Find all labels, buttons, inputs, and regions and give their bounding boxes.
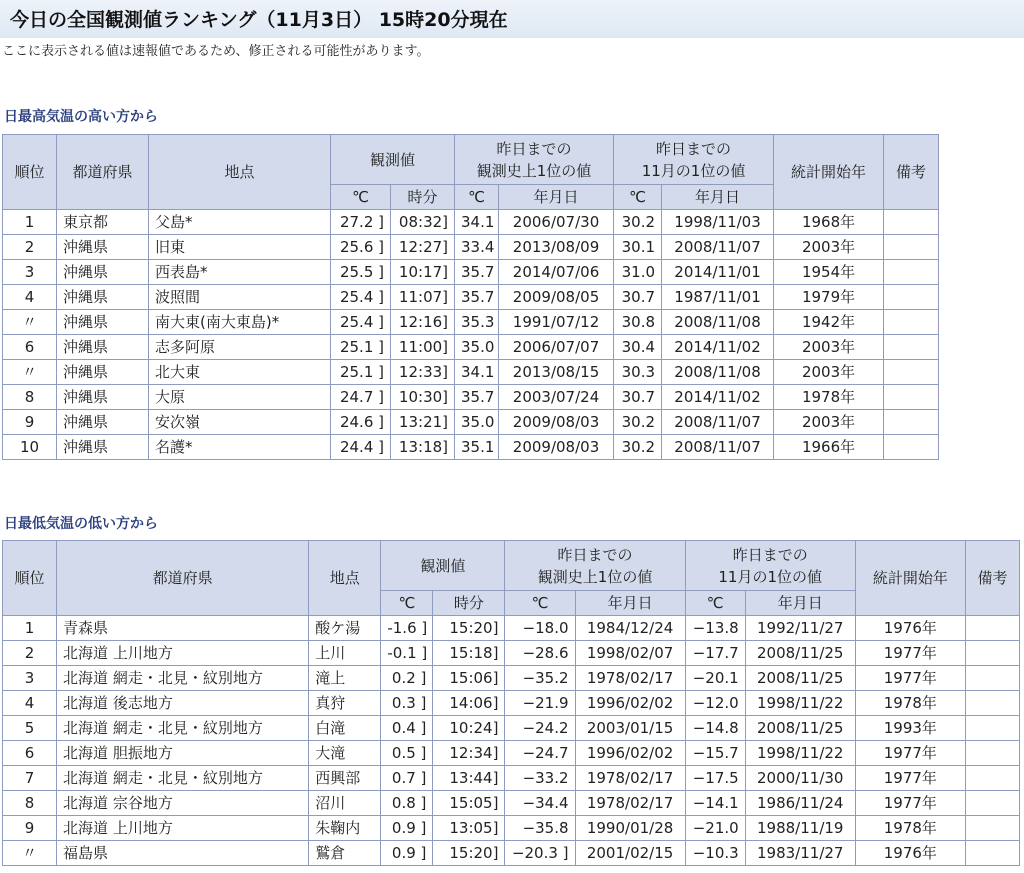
subheader-nov-date: 年月日	[745, 591, 855, 616]
cell-time: 10:24]	[433, 716, 505, 741]
cell-nov-value: −20.1	[685, 666, 745, 691]
cell-hist-date: 1984/12/24	[575, 616, 685, 641]
subheader-nov-temp: ℃	[685, 591, 745, 616]
cell-rank: 4	[3, 691, 57, 716]
cell-nov-value: 30.3	[614, 360, 662, 385]
cell-hist-date: 2006/07/30	[499, 210, 614, 235]
cell-start-year: 1968年	[774, 210, 884, 235]
cell-point: 西興部	[309, 766, 381, 791]
cell-start-year: 1978年	[855, 691, 965, 716]
cell-rank: 7	[3, 766, 57, 791]
cell-nov-value: 30.2	[614, 210, 662, 235]
header-hist-line1: 昨日までの	[496, 139, 572, 158]
header-nov-line1: 昨日までの	[656, 139, 732, 158]
table-row	[3, 841, 1020, 866]
cell-start-year: 1979年	[774, 285, 884, 310]
table-row	[3, 360, 939, 385]
cell-value: 24.4 ]	[331, 435, 391, 460]
cell-value: 27.2 ]	[331, 210, 391, 235]
cell-remarks	[884, 285, 939, 310]
table-row	[3, 691, 1020, 716]
cell-hist-date: 2003/01/15	[575, 716, 685, 741]
cell-hist-value: −24.2	[505, 716, 575, 741]
cell-rank: 5	[3, 716, 57, 741]
header-nov	[614, 135, 774, 185]
cell-rank: 〃	[3, 360, 57, 385]
cell-pref: 沖縄県	[57, 335, 149, 360]
cell-time: 15:06]	[433, 666, 505, 691]
table-row	[3, 791, 1020, 816]
cell-nov-date: 2014/11/02	[662, 385, 774, 410]
cell-hist-value: −34.4	[505, 791, 575, 816]
cell-remarks	[965, 691, 1019, 716]
cell-hist-value: −24.7	[505, 741, 575, 766]
cell-point: 父島*	[149, 210, 331, 235]
cell-rank: 9	[3, 410, 57, 435]
subheader-nov-temp: ℃	[614, 185, 662, 210]
cell-pref: 沖縄県	[57, 360, 149, 385]
cell-remarks	[884, 335, 939, 360]
cell-hist-value: 35.3	[455, 310, 499, 335]
cell-time: 11:00]	[391, 335, 455, 360]
cell-rank: 1	[3, 210, 57, 235]
cell-nov-date: 2014/11/01	[662, 260, 774, 285]
cell-nov-date: 1987/11/01	[662, 285, 774, 310]
cell-rank: 6	[3, 335, 57, 360]
cell-value: 25.4 ]	[331, 310, 391, 335]
cell-nov-date: 1983/11/27	[745, 841, 855, 866]
cell-rank: 3	[3, 666, 57, 691]
cell-hist-date: 2014/07/06	[499, 260, 614, 285]
header-pref: 都道府県	[57, 541, 309, 616]
cell-remarks	[965, 616, 1019, 641]
cell-nov-value: 30.1	[614, 235, 662, 260]
cell-rank: 2	[3, 641, 57, 666]
cell-hist-date: 1990/01/28	[575, 816, 685, 841]
cell-nov-date: 2008/11/25	[745, 666, 855, 691]
cell-time: 12:34]	[433, 741, 505, 766]
cell-rank: 8	[3, 791, 57, 816]
cell-time: 12:16]	[391, 310, 455, 335]
cell-hist-date: 1996/02/02	[575, 741, 685, 766]
header-point: 地点	[149, 135, 331, 210]
cell-remarks	[965, 641, 1019, 666]
cell-point: 朱鞠内	[309, 816, 381, 841]
cell-nov-value: −10.3	[685, 841, 745, 866]
cell-remarks	[965, 666, 1019, 691]
cell-pref: 沖縄県	[57, 310, 149, 335]
cell-remarks	[965, 766, 1019, 791]
cell-nov-date: 2008/11/07	[662, 435, 774, 460]
cell-point: 大滝	[309, 741, 381, 766]
cell-rank: 1	[3, 616, 57, 641]
cell-rank: 〃	[3, 310, 57, 335]
header-nov	[685, 541, 855, 591]
cell-start-year: 2003年	[774, 235, 884, 260]
header-start-year: 統計開始年	[855, 541, 965, 616]
cell-value: 0.2 ]	[381, 666, 433, 691]
header-nov-line1: 昨日までの	[732, 545, 808, 564]
cell-time: 15:18]	[433, 641, 505, 666]
cell-time: 12:33]	[391, 360, 455, 385]
cell-time: 10:17]	[391, 260, 455, 285]
cell-value: 24.7 ]	[331, 385, 391, 410]
cell-remarks	[884, 360, 939, 385]
table-row	[3, 210, 939, 235]
cell-nov-date: 2008/11/07	[662, 410, 774, 435]
cell-hist-date: 1978/02/17	[575, 766, 685, 791]
cell-pref: 福島県	[57, 841, 309, 866]
cell-hist-date: 2009/08/03	[499, 410, 614, 435]
table-row	[3, 385, 939, 410]
cell-nov-date: 1986/11/24	[745, 791, 855, 816]
cell-pref: 沖縄県	[57, 285, 149, 310]
cell-rank: 9	[3, 816, 57, 841]
cell-hist-value: 35.7	[455, 385, 499, 410]
cell-remarks	[965, 816, 1019, 841]
cell-hist-date: 1978/02/17	[575, 666, 685, 691]
cell-point: 上川	[309, 641, 381, 666]
cell-start-year: 1977年	[855, 666, 965, 691]
cell-nov-value: −13.8	[685, 616, 745, 641]
cell-remarks	[884, 235, 939, 260]
cell-time: 13:05]	[433, 816, 505, 841]
table-row	[3, 410, 939, 435]
cell-value: 24.6 ]	[331, 410, 391, 435]
table-row	[3, 235, 939, 260]
cell-pref: 沖縄県	[57, 260, 149, 285]
cell-hist-value: −33.2	[505, 766, 575, 791]
cell-rank: 3	[3, 260, 57, 285]
subheader-hist-date: 年月日	[499, 185, 614, 210]
cell-pref: 北海道 網走・北見・紋別地方	[57, 766, 309, 791]
cell-pref: 北海道 網走・北見・紋別地方	[57, 666, 309, 691]
header-nov-line2: 11月の1位の値	[641, 161, 746, 180]
cell-nov-date: 2008/11/07	[662, 235, 774, 260]
cell-start-year: 1977年	[855, 766, 965, 791]
cell-hist-value: 34.1	[455, 360, 499, 385]
header-hist-line2: 観測史上1位の値	[537, 567, 653, 586]
cell-remarks	[965, 841, 1019, 866]
cell-nov-value: −21.0	[685, 816, 745, 841]
cell-start-year: 1966年	[774, 435, 884, 460]
cell-hist-value: −21.9	[505, 691, 575, 716]
header-obs: 観測値	[381, 541, 505, 591]
cell-value: 0.9 ]	[381, 816, 433, 841]
subheader-hist-temp: ℃	[505, 591, 575, 616]
cell-nov-date: 2000/11/30	[745, 766, 855, 791]
cell-nov-value: −14.8	[685, 716, 745, 741]
cell-nov-date: 2014/11/02	[662, 335, 774, 360]
cell-rank: 2	[3, 235, 57, 260]
cell-hist-value: −28.6	[505, 641, 575, 666]
cell-hist-date: 2003/07/24	[499, 385, 614, 410]
subheader-hist-temp: ℃	[455, 185, 499, 210]
cell-nov-date: 2008/11/25	[745, 716, 855, 741]
cell-point: 南大東(南大東島)*	[149, 310, 331, 335]
cell-hist-value: 35.7	[455, 260, 499, 285]
header-hist	[505, 541, 685, 591]
cell-point: 鷲倉	[309, 841, 381, 866]
cell-value: -1.6 ]	[381, 616, 433, 641]
cell-point: 志多阿原	[149, 335, 331, 360]
cell-pref: 北海道 胆振地方	[57, 741, 309, 766]
subheader-temp: ℃	[331, 185, 391, 210]
subheader-nov-date: 年月日	[662, 185, 774, 210]
cell-pref: 北海道 上川地方	[57, 641, 309, 666]
table-row	[3, 260, 939, 285]
cell-rank: 〃	[3, 841, 57, 866]
cell-nov-value: 31.0	[614, 260, 662, 285]
cell-pref: 東京都	[57, 210, 149, 235]
cell-pref: 北海道 宗谷地方	[57, 791, 309, 816]
subheader-time: 時分	[391, 185, 455, 210]
cell-remarks	[965, 716, 1019, 741]
subheader-hist-date: 年月日	[575, 591, 685, 616]
cell-time: 11:07]	[391, 285, 455, 310]
cell-nov-date: 2008/11/08	[662, 310, 774, 335]
table-row	[3, 641, 1020, 666]
cell-start-year: 1976年	[855, 616, 965, 641]
cell-time: 15:20]	[433, 616, 505, 641]
header-start-year: 統計開始年	[774, 135, 884, 210]
cell-rank: 4	[3, 285, 57, 310]
cell-nov-value: 30.2	[614, 435, 662, 460]
cell-value: 25.1 ]	[331, 360, 391, 385]
header-point: 地点	[309, 541, 381, 616]
cell-hist-value: −18.0	[505, 616, 575, 641]
cell-start-year: 1993年	[855, 716, 965, 741]
cell-remarks	[965, 741, 1019, 766]
cell-remarks	[884, 210, 939, 235]
cell-pref: 北海道 上川地方	[57, 816, 309, 841]
header-rank: 順位	[3, 135, 57, 210]
cell-hist-date: 1991/07/12	[499, 310, 614, 335]
cell-value: 0.4 ]	[381, 716, 433, 741]
cell-hist-date: 2001/02/15	[575, 841, 685, 866]
cell-nov-value: −12.0	[685, 691, 745, 716]
subheader-time: 時分	[433, 591, 505, 616]
table-row	[3, 716, 1020, 741]
page-note: ここに表示される値は速報値であるため、修正される可能性があります。	[2, 44, 430, 59]
cell-time: 12:27]	[391, 235, 455, 260]
cell-point: 酸ケ湯	[309, 616, 381, 641]
cell-nov-date: 1998/11/22	[745, 691, 855, 716]
cell-nov-value: −17.5	[685, 766, 745, 791]
cell-pref: 沖縄県	[57, 235, 149, 260]
header-hist	[455, 135, 614, 185]
table-row	[3, 816, 1020, 841]
cell-pref: 沖縄県	[57, 410, 149, 435]
cell-start-year: 1954年	[774, 260, 884, 285]
cell-rank: 6	[3, 741, 57, 766]
cell-hist-value: 35.0	[455, 335, 499, 360]
cell-point: 大原	[149, 385, 331, 410]
subheader-temp: ℃	[381, 591, 433, 616]
cell-nov-value: 30.4	[614, 335, 662, 360]
high-section-title: 日最高気温の高い方から	[4, 109, 158, 125]
cell-start-year: 1977年	[855, 741, 965, 766]
cell-value: 0.3 ]	[381, 691, 433, 716]
cell-remarks	[884, 310, 939, 335]
cell-time: 10:30]	[391, 385, 455, 410]
cell-hist-value: −35.2	[505, 666, 575, 691]
cell-hist-value: −35.8	[505, 816, 575, 841]
cell-remarks	[884, 410, 939, 435]
cell-pref: 青森県	[57, 616, 309, 641]
cell-hist-value: 35.0	[455, 410, 499, 435]
cell-start-year: 1942年	[774, 310, 884, 335]
cell-hist-value: 34.1	[455, 210, 499, 235]
header-obs: 観測値	[331, 135, 455, 185]
cell-point: 安次嶺	[149, 410, 331, 435]
cell-nov-date: 2008/11/08	[662, 360, 774, 385]
cell-nov-date: 1998/11/03	[662, 210, 774, 235]
header-pref: 都道府県	[57, 135, 149, 210]
cell-pref: 北海道 後志地方	[57, 691, 309, 716]
cell-pref: 北海道 網走・北見・紋別地方	[57, 716, 309, 741]
cell-start-year: 1976年	[855, 841, 965, 866]
cell-hist-date: 1978/02/17	[575, 791, 685, 816]
cell-point: 西表島*	[149, 260, 331, 285]
cell-start-year: 1978年	[774, 385, 884, 410]
cell-nov-date: 1998/11/22	[745, 741, 855, 766]
table-row	[3, 741, 1020, 766]
high-table	[2, 134, 939, 460]
cell-value: 25.6 ]	[331, 235, 391, 260]
cell-remarks	[884, 260, 939, 285]
cell-value: 25.5 ]	[331, 260, 391, 285]
cell-start-year: 1977年	[855, 641, 965, 666]
cell-start-year: 1978年	[855, 816, 965, 841]
cell-remarks	[884, 385, 939, 410]
cell-hist-value: 35.1	[455, 435, 499, 460]
cell-value: 0.8 ]	[381, 791, 433, 816]
page-title: 今日の全国観測値ランキング（11月3日） 15時20分現在	[10, 9, 508, 31]
table-row	[3, 616, 1020, 641]
cell-value: 0.9 ]	[381, 841, 433, 866]
cell-value: -0.1 ]	[381, 641, 433, 666]
cell-time: 08:32]	[391, 210, 455, 235]
cell-hist-value: 33.4	[455, 235, 499, 260]
cell-hist-value: −20.3 ]	[505, 841, 575, 866]
cell-nov-date: 1988/11/19	[745, 816, 855, 841]
cell-time: 13:18]	[391, 435, 455, 460]
table-row	[3, 435, 939, 460]
cell-pref: 沖縄県	[57, 385, 149, 410]
cell-point: 北大東	[149, 360, 331, 385]
cell-start-year: 2003年	[774, 410, 884, 435]
low-table	[2, 540, 1020, 866]
cell-time: 13:21]	[391, 410, 455, 435]
cell-point: 波照間	[149, 285, 331, 310]
cell-point: 真狩	[309, 691, 381, 716]
cell-point: 名護*	[149, 435, 331, 460]
cell-nov-value: −15.7	[685, 741, 745, 766]
cell-nov-date: 2008/11/25	[745, 641, 855, 666]
table-row	[3, 766, 1020, 791]
cell-remarks	[965, 791, 1019, 816]
cell-point: 沼川	[309, 791, 381, 816]
cell-hist-date: 1996/02/02	[575, 691, 685, 716]
table-row	[3, 285, 939, 310]
cell-nov-value: 30.8	[614, 310, 662, 335]
cell-hist-date: 1998/02/07	[575, 641, 685, 666]
cell-nov-value: 30.7	[614, 285, 662, 310]
cell-remarks	[884, 435, 939, 460]
cell-time: 13:44]	[433, 766, 505, 791]
cell-point: 白滝	[309, 716, 381, 741]
cell-hist-date: 2013/08/15	[499, 360, 614, 385]
cell-hist-value: 35.7	[455, 285, 499, 310]
table-row	[3, 310, 939, 335]
header-hist-line2: 観測史上1位の値	[476, 161, 592, 180]
cell-value: 0.5 ]	[381, 741, 433, 766]
cell-point: 旧東	[149, 235, 331, 260]
cell-start-year: 2003年	[774, 360, 884, 385]
cell-nov-value: 30.7	[614, 385, 662, 410]
cell-value: 25.4 ]	[331, 285, 391, 310]
cell-hist-date: 2006/07/07	[499, 335, 614, 360]
low-section-title: 日最低気温の低い方から	[4, 516, 158, 532]
cell-time: 14:06]	[433, 691, 505, 716]
table-row	[3, 335, 939, 360]
cell-start-year: 1977年	[855, 791, 965, 816]
header-remarks: 備考	[965, 541, 1019, 616]
cell-nov-value: −17.7	[685, 641, 745, 666]
cell-value: 25.1 ]	[331, 335, 391, 360]
cell-nov-value: −14.1	[685, 791, 745, 816]
cell-value: 0.7 ]	[381, 766, 433, 791]
cell-rank: 8	[3, 385, 57, 410]
cell-rank: 10	[3, 435, 57, 460]
table-row	[3, 666, 1020, 691]
header-hist-line1: 昨日までの	[557, 545, 633, 564]
cell-hist-date: 2009/08/05	[499, 285, 614, 310]
cell-pref: 沖縄県	[57, 435, 149, 460]
cell-nov-value: 30.2	[614, 410, 662, 435]
cell-time: 15:20]	[433, 841, 505, 866]
cell-hist-date: 2013/08/09	[499, 235, 614, 260]
cell-hist-date: 2009/08/03	[499, 435, 614, 460]
header-remarks: 備考	[884, 135, 939, 210]
cell-start-year: 2003年	[774, 335, 884, 360]
cell-nov-date: 1992/11/27	[745, 616, 855, 641]
cell-point: 滝上	[309, 666, 381, 691]
header-nov-line2: 11月の1位の値	[718, 567, 823, 586]
cell-time: 15:05]	[433, 791, 505, 816]
header-rank: 順位	[3, 541, 57, 616]
